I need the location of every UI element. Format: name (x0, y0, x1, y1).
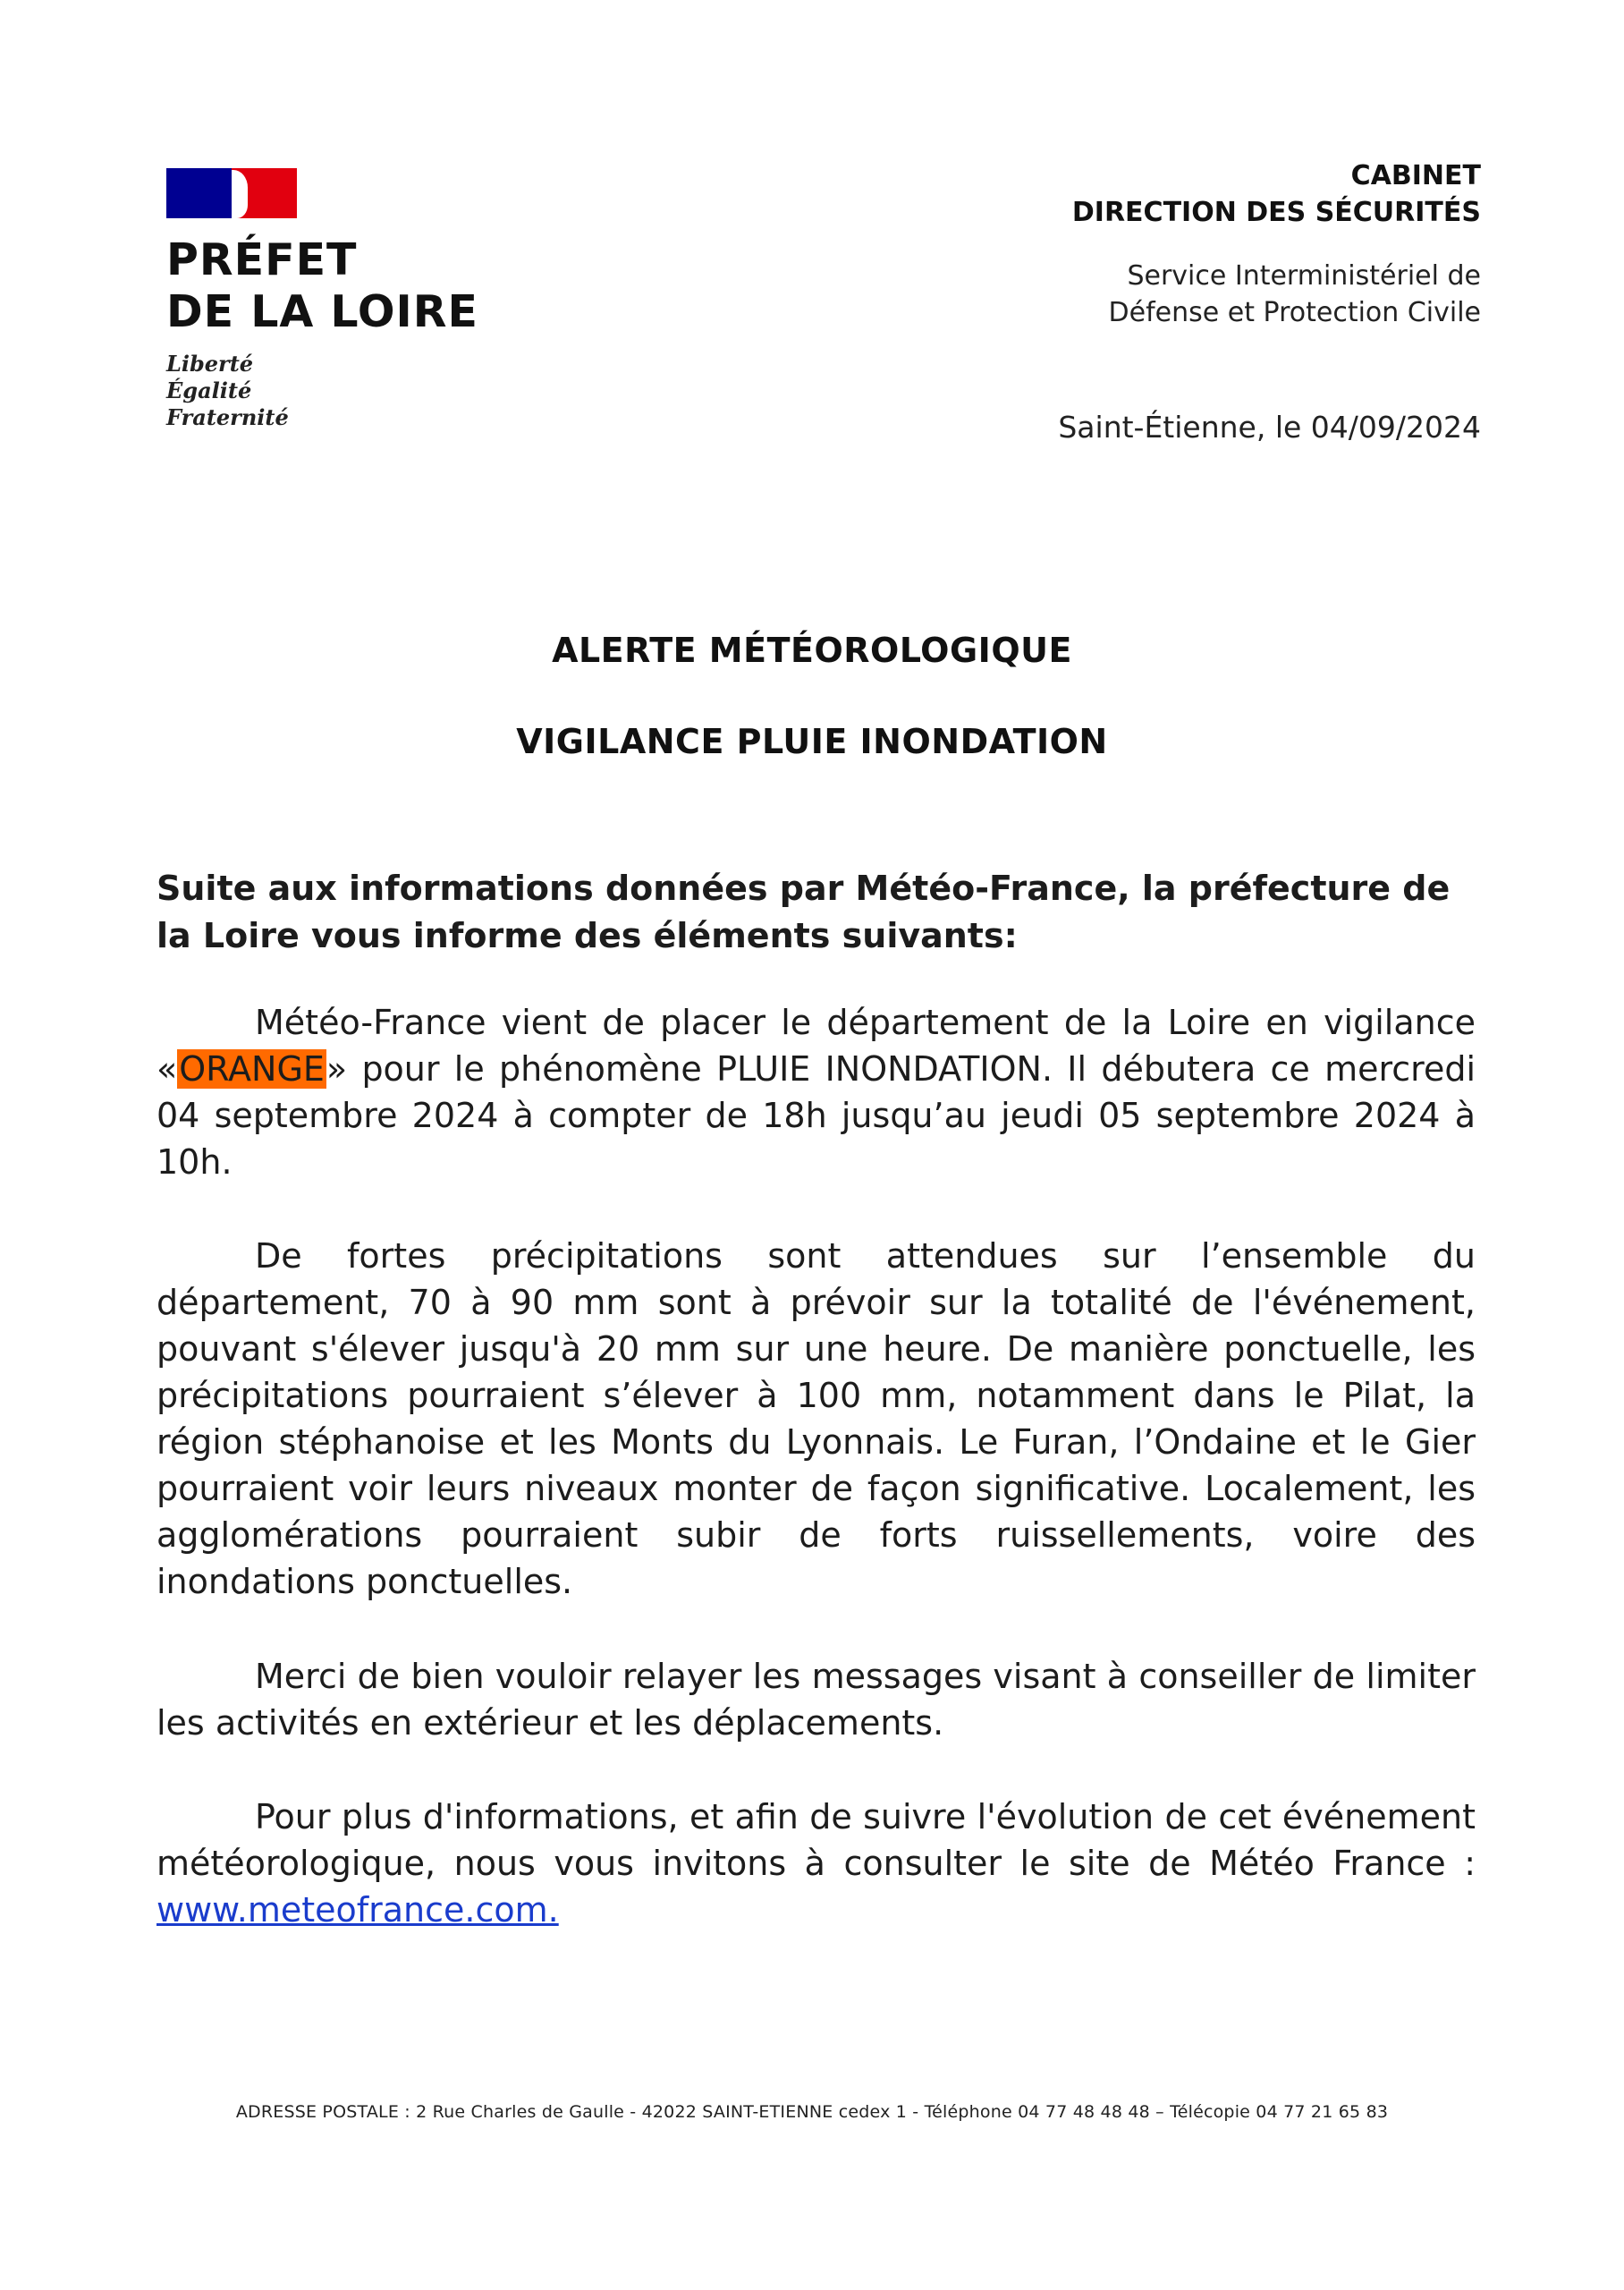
motto-egalite: Égalité (166, 377, 252, 403)
service-line-1: Service Interministériel de (1127, 260, 1481, 292)
more-info-paragraph (156, 1794, 1476, 1933)
vigilance-paragraph (156, 999, 1476, 1185)
advice-paragraph: Merci de bien vouloir relayer les messages visant à conseiller de limiter les activités en extérieur et les déplacements. (156, 1657, 1476, 1743)
republic-motto (166, 351, 524, 431)
flag-red-band (232, 168, 297, 218)
prefet-line-1: PRÉFET (166, 234, 358, 285)
sender-block (1072, 157, 1481, 331)
alert-title: ALERTE MÉTÉOROLOGIQUE (552, 631, 1072, 670)
orange-level-badge: ORANGE (179, 1049, 325, 1089)
document-date: Saint-Étienne, le 04/09/2024 (1058, 410, 1481, 445)
precipitation-paragraph: De fortes précipitations sont attendues sur l’ensemble du département, 70 à 90 mm sont à prévoir sur la totalité de l'événement, pouvant s'élever jusqu'à 20 mm sur une heure. De manière ponctuelle, les précipitations pourraient s’élever à 100 mm, notamment dans le Pilat, la région stéphanoise et les Monts du Lyonnais. Le Furan, l’Ondaine et le Gier pourraient voir leurs niveaux monter de façon significative. Localement, les agglomérations pourraient subir de forts ruissellements, voire des inondations ponctuelles. (156, 1236, 1476, 1601)
meteofrance-link[interactable]: www.meteofrance.com. (156, 1890, 559, 1930)
p1-text-before: Météo-France vient de placer le département de la Loire en vigilance « (156, 1003, 1476, 1089)
direction-label: DIRECTION DES SÉCURITÉS (1071, 197, 1481, 228)
marianne-flag-icon (166, 168, 297, 218)
p4-text: Pour plus d'informations, et afin de suivre l'évolution de cet événement météorologique, nous vous invitons à consulter le site de Météo France : (156, 1797, 1476, 1883)
service-label (1072, 258, 1481, 331)
cabinet-label: CABINET (1350, 160, 1481, 191)
service-line-2: Défense et Protection Civile (1108, 297, 1481, 328)
prefet-title (166, 234, 524, 338)
intro-paragraph: Suite aux informations données par Météo-France, la préfecture de la Loire vous informe des éléments suivants: (156, 869, 1451, 955)
vigilance-subtitle: VIGILANCE PLUIE INONDATION (516, 722, 1108, 761)
marianne-profile-icon (232, 170, 248, 218)
postal-address-footer: ADRESSE POSTALE : 2 Rue Charles de Gaulle - 42022 SAINT-ETIENNE cedex 1 - Téléphone 04 77 48 48 48 – Télécopie 04 77 21 65 83 (235, 2102, 1389, 2122)
flag-blue-band (166, 168, 232, 218)
p1-text-after: » pour le phénomène PLUIE INONDATION. Il débutera ce mercredi 04 septembre 2024 à compter de 18h jusqu’au jeudi 05 septembre 2024 à 10h. (156, 1049, 1476, 1182)
motto-fraternite: Fraternité (166, 404, 289, 430)
prefet-line-2: DE LA LOIRE (166, 286, 478, 337)
motto-liberte: Liberté (166, 351, 254, 377)
prefecture-logo (166, 168, 524, 431)
